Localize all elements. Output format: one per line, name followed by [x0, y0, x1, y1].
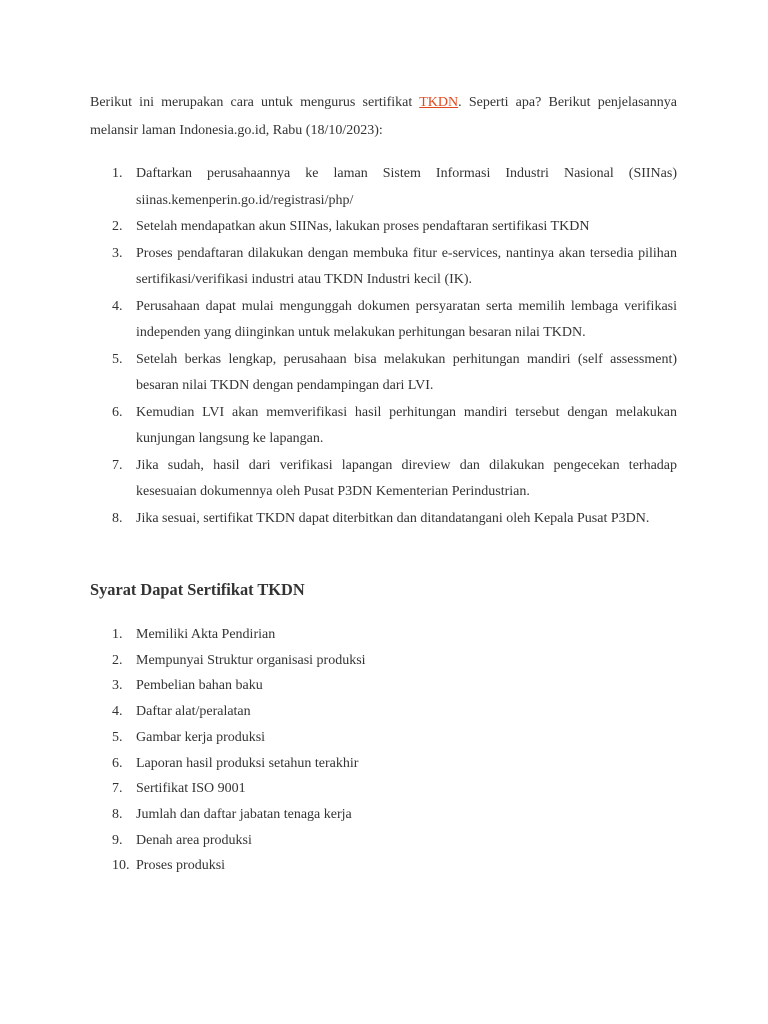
- requirements-list: [90, 622, 677, 879]
- registration-steps-list: [90, 161, 677, 532]
- intro-text-start: Berikut ini merupakan cara untuk mengurus sertifikat: [90, 95, 420, 110]
- list-item-text: Denah area produksi: [136, 832, 252, 848]
- list-item: [90, 161, 677, 214]
- list-item-number: 8.: [112, 806, 123, 822]
- list-item-number: 2.: [112, 652, 123, 668]
- list-item-text: Jumlah dan daftar jabatan tenaga kerja: [136, 806, 352, 822]
- list-item: [90, 453, 677, 506]
- tkdn-link[interactable]: TKDN: [419, 95, 459, 110]
- list-item-number: 8.: [112, 510, 123, 526]
- list-item-text: Kemudian LVI akan memverifikasi hasil perhitungan mandiri tersebut dengan melakukan kunjungan langsung ke lapangan.: [136, 404, 677, 446]
- list-item: [90, 699, 677, 725]
- list-item-number: 7.: [112, 457, 123, 473]
- list-item: [90, 802, 677, 828]
- list-item: [90, 347, 677, 400]
- list-item-number: 7.: [112, 781, 123, 797]
- list-item: [90, 214, 677, 241]
- list-item-text: Gambar kerja produksi: [136, 729, 266, 745]
- list-item-number: 6.: [112, 755, 123, 771]
- list-item-number: 10.: [112, 858, 130, 874]
- list-item: [90, 622, 677, 648]
- list-item: [90, 828, 677, 854]
- list-item-number: 5.: [112, 729, 123, 745]
- list-item-number: 6.: [112, 404, 123, 420]
- list-item: [90, 776, 677, 802]
- list-item-text: Proses pendaftaran dilakukan dengan membuka fitur e-services, nantinya akan tersedia pilihan sertifikasi/verifikasi industri atau TKDN Industri kecil (IK).: [136, 245, 677, 287]
- list-item-text: Sertifikat ISO 9001: [136, 781, 246, 797]
- list-item-text: Memiliki Akta Pendirian: [136, 627, 276, 642]
- intro-text-end: . Seperti apa? Berikut penjelasannya melansir laman Indonesia.go.id, Rabu (18/10/2023):: [90, 95, 677, 138]
- list-item: [90, 725, 677, 751]
- list-item-number: 5.: [112, 351, 123, 367]
- list-item: [90, 506, 677, 533]
- list-item-number: 4.: [112, 298, 123, 314]
- list-item-text: Setelah berkas lengkap, perusahaan bisa melakukan perhitungan mandiri (self assessment) besaran nilai TKDN dengan pendampingan dari LVI.: [136, 351, 677, 393]
- list-item-text: Proses produksi: [136, 858, 226, 874]
- list-item-text: Jika sesuai, sertifikat TKDN dapat diterbitkan dan ditandatangani oleh Kepala Pusat P3DN.: [136, 510, 650, 526]
- list-item-text: Laporan hasil produksi setahun terakhir: [136, 755, 359, 771]
- list-item-text: Daftar alat/peralatan: [136, 704, 251, 720]
- list-item-number: 1.: [112, 627, 123, 642]
- list-item-text: Pembelian bahan baku: [136, 678, 263, 694]
- list-item-number: 3.: [112, 678, 123, 694]
- intro-paragraph: [90, 89, 677, 145]
- list-item: [90, 648, 677, 674]
- list-item-number: 1.: [112, 166, 123, 181]
- list-item: [90, 400, 677, 453]
- list-item: [90, 853, 677, 879]
- list-item-text: Setelah mendapatkan akun SIINas, lakukan proses pendaftaran sertifikasi TKDN: [136, 219, 590, 234]
- list-item: [90, 241, 677, 294]
- list-item-text: Mempunyai Struktur organisasi produksi: [136, 652, 366, 668]
- list-item-number: 4.: [112, 704, 123, 720]
- list-item-text: Perusahaan dapat mulai mengunggah dokumen persyaratan serta memilih lembaga verifikasi independen yang diinginkan untuk melakukan perhitungan besaran nilai TKDN.: [136, 298, 677, 340]
- list-item: [90, 751, 677, 777]
- list-item-number: 9.: [112, 832, 123, 848]
- list-item-number: 3.: [112, 245, 123, 261]
- list-item-text: Daftarkan perusahaannya ke laman Sistem Informasi Industri Nasional (SIINas) siinas.kemenperin.go.id/registrasi/php/: [136, 166, 677, 208]
- list-item: [90, 673, 677, 699]
- list-item-text: Jika sudah, hasil dari verifikasi lapangan direview dan dilakukan pengecekan terhadap kesesuaian dokumennya oleh Pusat P3DN Kementerian Perindustrian.: [136, 457, 677, 499]
- section-heading: Syarat Dapat Sertifikat TKDN: [90, 580, 305, 599]
- list-item-number: 2.: [112, 219, 123, 234]
- list-item: [90, 294, 677, 347]
